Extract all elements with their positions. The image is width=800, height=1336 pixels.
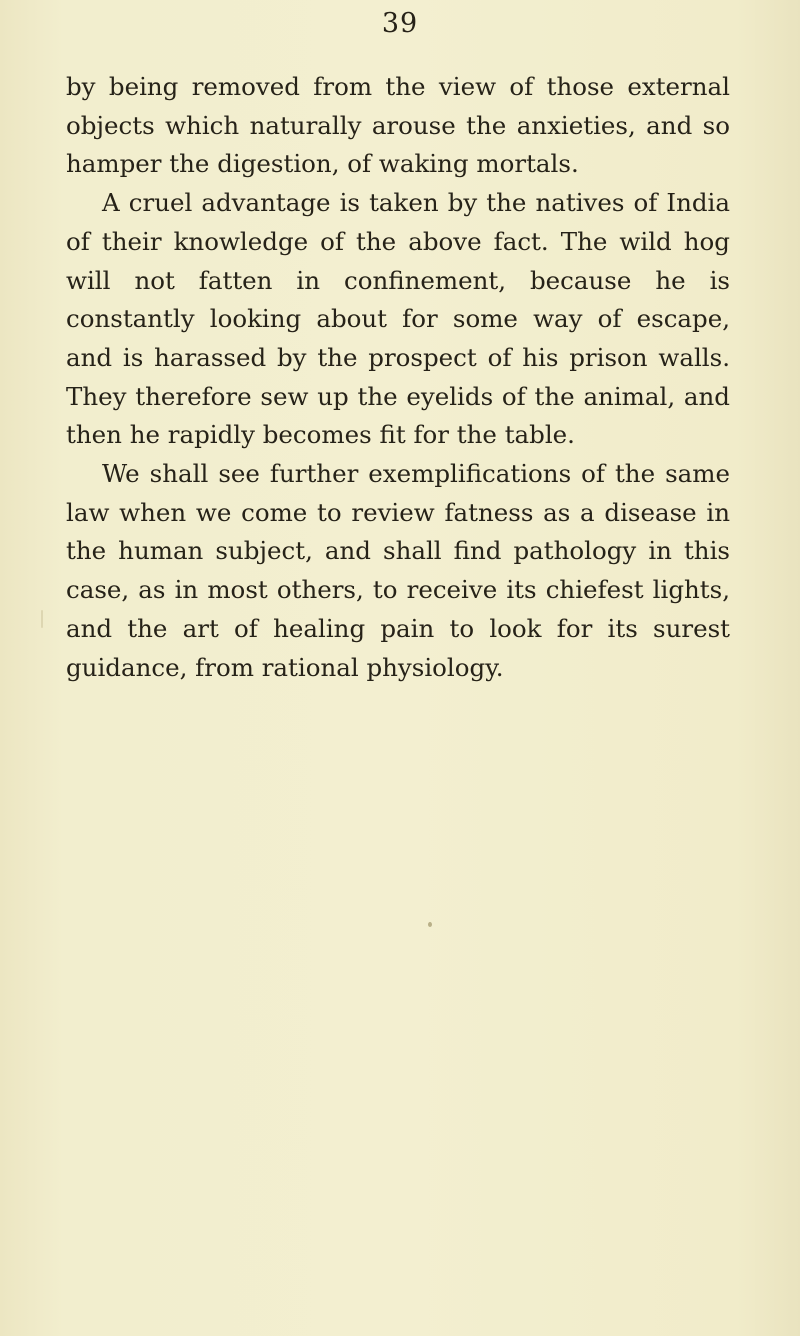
paragraph-1: by being removed from the view of those external objects which naturally arouse the anxieties, and so hamper the digestion, of waking mortals. xyxy=(66,72,730,179)
paper-mark xyxy=(41,610,43,628)
paragraph-2: A cruel advantage is taken by the natives of India of their knowledge of the above fact. The wild hog will not fatten in confinement, because he is constantly looking about for some way of escape, and is harassed by the prospect of his prison walls. They therefore sew up the eyelids of the animal, and then he rapidly becomes fit for the table. xyxy=(66,188,730,450)
paragraph-3: We shall see further exemplifications of the same law when we come to review fatness as a disease in the human subject, and shall find pathology in this case, as in most others, to receive its chiefest lights, and the art of healing pain to look for its surest guidance, from rational physiology. xyxy=(66,459,730,682)
body-text xyxy=(66,68,730,687)
paper-speck xyxy=(428,922,432,927)
page-number: 39 xyxy=(381,8,419,39)
